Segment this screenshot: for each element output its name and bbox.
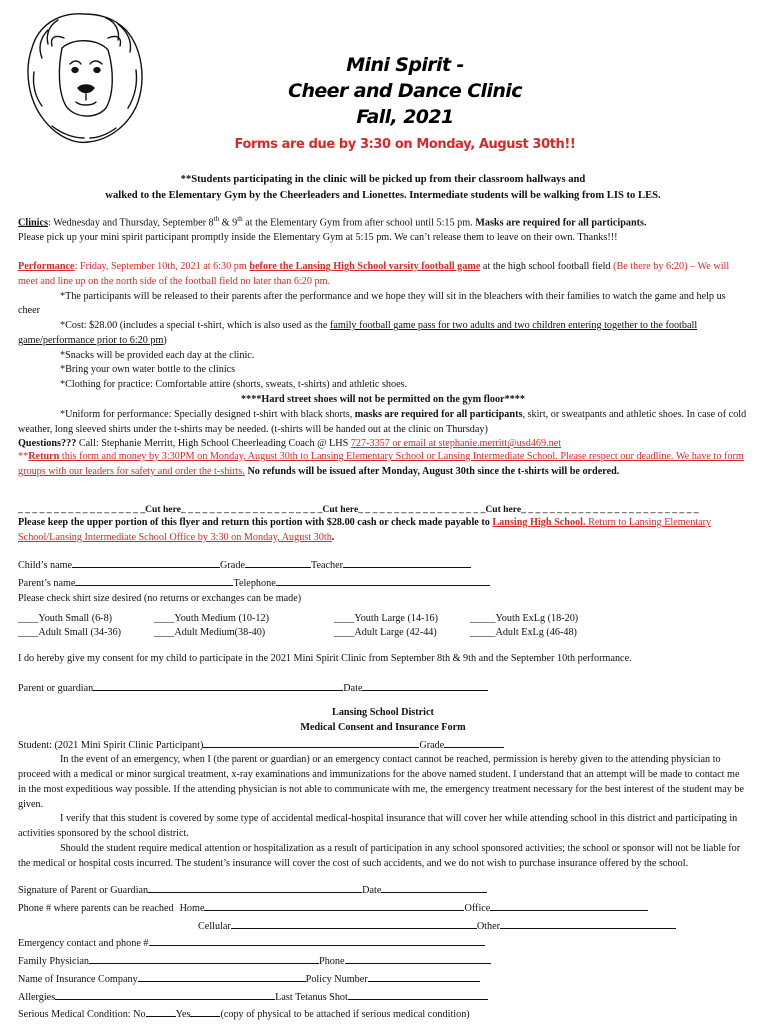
attach-physical-note: (copy of physical to be attached if serious medical condition)	[220, 1009, 470, 1021]
hard-shoes-note: ****Hard street shoes will not be permitted on the gym floor****	[241, 394, 525, 406]
policy-number-field[interactable]	[368, 970, 480, 982]
return-word: Return	[28, 451, 60, 462]
home-phone-field[interactable]	[204, 899, 464, 911]
consent-section	[18, 652, 748, 697]
due-date-notice: Forms are due by 3:30 on Monday, August 30th!!	[234, 137, 576, 152]
home-label: Home	[179, 902, 205, 914]
physician-label: Family Physician	[18, 956, 90, 968]
insurance-company-field[interactable]	[138, 970, 306, 982]
signature-field[interactable]	[148, 881, 362, 893]
grade-label: Grade	[220, 560, 245, 571]
size-adult-exlg[interactable]: _____Adult ExLg (46-48)	[470, 627, 577, 638]
water-note: *Bring your own water bottle to the clinics	[60, 364, 236, 376]
allergies-label: Allergies	[18, 991, 56, 1003]
deadline: 3:30 on Monday, August 30th	[210, 531, 332, 543]
emergency-contact-label: Emergency contact and phone #	[18, 938, 149, 950]
serious-no-field[interactable]	[146, 1005, 176, 1017]
office-phone-field[interactable]	[490, 899, 648, 911]
tetanus-label: Last Tetanus Shot	[275, 991, 348, 1003]
size-adult-medium[interactable]: ____Adult Medium(38-40)	[154, 627, 266, 638]
child-name-label: Child’s name	[18, 560, 73, 571]
performance-date: : Friday, September 10th, 2021 at 6:30 pm	[74, 261, 250, 272]
grade-field[interactable]	[245, 556, 311, 568]
consent-date-field[interactable]	[362, 679, 488, 691]
other-phone-field[interactable]	[500, 917, 676, 929]
tetanus-field[interactable]	[348, 988, 488, 1000]
size-adult-large[interactable]: ____Adult Large (42-44)	[334, 627, 437, 638]
medical-date-field[interactable]	[381, 881, 487, 893]
parent-name-label: Parent’s name	[18, 577, 76, 589]
telephone-field[interactable]	[276, 574, 490, 586]
clothing-note: *Clothing for practice: Comfortable attire (shorts, sweats, t-shirts) and athletic shoes.	[60, 379, 408, 391]
parent-name-field[interactable]	[75, 574, 233, 586]
shirt-size-instruction: Please check shirt size desired (no returns or exchanges can be made)	[18, 592, 302, 604]
clinics-pickup: Please pick up your mini spirit participant promptly inside the Elementary Gym at 5:15 pm. We can’t release them to leave on their own. Thanks!!!	[18, 232, 618, 244]
performance-meet-time: (Be there by 6:20) – We will meet and line up on the north side of the football field no later than 6:20 pm.	[18, 261, 730, 287]
uniform-masks: masks are required for all participants	[354, 408, 523, 420]
performance-release: *The participants will be released to their parents after the performance and we hope they will sit in the bleachers with their families to watch the game and help us cheer	[18, 290, 726, 317]
insurance-company-label: Name of Insurance Company	[18, 973, 138, 985]
keep-end: .	[331, 531, 335, 543]
cost-game-pass: family football game pass for two adults and two children entering together to the football game/performance prior to 6:20 pm	[18, 320, 698, 346]
office-label: Office	[464, 902, 491, 914]
emergency-paragraph: In the event of an emergency, when I (the parent or guardian) or an emergency contact cannot be reached, permission is hereby given to the attending physician to proceed with a medical or minor surgical treatment, x-ray examinations and immunizations for the above named student. I understand that an attempt will be made to contact me in the most expeditious way possible. If the attending physician is not able to communicate with me, the emergency treatment necessary for the best interest of the student may be given.	[18, 754, 745, 810]
medical-date-label: Date	[362, 885, 382, 896]
child-name-field[interactable]	[72, 556, 220, 568]
emergency-contact-field[interactable]	[149, 934, 485, 946]
medical-grade-label: Grade	[419, 739, 445, 751]
pickup-notice-line1: **Students participating in the clinic will be picked up from their classroom hallways and	[180, 174, 586, 185]
return-notice	[18, 450, 748, 480]
size-adult-small[interactable]: ____Adult Small (34-36)	[18, 627, 121, 638]
sup-th: th	[213, 215, 220, 223]
serious-condition-label: Serious Medical Condition: No	[18, 1009, 146, 1021]
uniform-text: , skirt, or sweatpants and athletic shoes. In case of cold weather, long sleeved shirts under the t-shirts may be needed. (t-shirts will be handed out at the clinic on Thursday)	[18, 408, 747, 435]
clinics-text: : Wednesday and Thursday, September 8	[48, 217, 214, 229]
pickup-notice	[18, 172, 748, 204]
teacher-label: Teacher	[310, 560, 344, 571]
masks-required: Masks are required for all participants.	[475, 217, 647, 229]
clinics-text: & 9	[219, 217, 238, 229]
flyer-header	[180, 52, 630, 155]
serious-yes-label: Yes	[175, 1009, 191, 1021]
cost-text: *Cost: $28.00 (includes a special t-shirt, which is also used as the	[60, 320, 330, 332]
return-text: this form and money by 3:30PM on Monday, August 30th to Lansing Elementary School or Lansing Intermediate School.	[59, 451, 558, 462]
liability-paragraph: Should the student require medical attention or hospitalization as a result of participation in any school sponsored activities; the school or sponsor will not be liable for the medical or hospital costs incurred. The student’s insurance will cover the cost of such accidents, and we do not wish to purchase insurance offered by the school.	[18, 843, 741, 869]
other-label: Other	[476, 920, 501, 932]
pickup-notice-line2: walked to the Elementary Gym by the Cheerleaders and Lionettes. Intermediate students will be walking from LIS to LES.	[105, 190, 661, 201]
return-star: **	[18, 451, 29, 462]
signature-label: Signature of Parent or Guardian	[18, 885, 149, 896]
performance-label: Performance	[18, 261, 75, 272]
questions-label: Questions???	[18, 438, 77, 450]
cellular-label: Cellular	[198, 920, 231, 932]
cut-here-line: _ _ _ _ _ _ _ _ _ _ _ _ _ _ _ _ _ _Cut here_ _ _ _ _ _ _ _ _ _ _ _ _ _ _ _ _ _ _ _Cut here_ _ _ _ _ _ _ _ _ _ _ _ _ _ _ _ _ _Cut here_ _ _ _ _ _ _ _ _ _ _ _ _ _ _ _ _ _ _ _ _ _ _ _ _	[18, 504, 699, 515]
title-line-2: Cheer and Dance Clinic	[288, 80, 522, 102]
snacks-note: *Snacks will be provided each day at the clinic.	[60, 349, 255, 361]
title-line-1: Mini Spirit -	[346, 54, 464, 76]
parent-guardian-field[interactable]	[93, 679, 343, 691]
uniform-text: *Uniform for performance: Specially designed t-shirt with black shorts,	[60, 408, 355, 420]
consent-date-label: Date	[343, 682, 363, 694]
contact-link[interactable]: 727-3357 or email at stephanie.merritt@usd469.net	[350, 438, 562, 450]
policy-number-label: Policy Number	[305, 973, 368, 985]
size-youth-small[interactable]: ____Youth Small (6-8)	[18, 613, 113, 624]
student-field[interactable]	[203, 736, 419, 748]
teacher-field[interactable]	[343, 556, 471, 568]
performance-location: at the high school football field	[480, 261, 614, 272]
questions-text: Call: Stephanie Merritt, High School Cheerleading Coach @ LHS	[76, 438, 351, 450]
serious-yes-field[interactable]	[190, 1005, 220, 1017]
parent-guardian-label: Parent or guardian	[18, 682, 94, 694]
respect-deadline: Please respect our deadline. We have to form groups with our leaders for safety and order the t-shirts.	[18, 451, 744, 477]
physician-field[interactable]	[89, 952, 319, 964]
district-name: Lansing School District	[332, 707, 434, 718]
consent-text: I do hereby give my consent for my child to participate in the 2021 Mini Spirit Clinic from September 8th & 9th and the September 10th performance.	[18, 653, 632, 664]
allergies-field[interactable]	[55, 988, 275, 1000]
medical-grade-field[interactable]	[444, 736, 504, 748]
sup-th: th	[237, 215, 243, 223]
size-youth-large[interactable]: ____Youth Large (14-16)	[334, 613, 439, 624]
title-line-3: Fall, 2021	[356, 106, 454, 128]
medical-consent-section	[18, 706, 748, 872]
payee: Lansing High School.	[492, 517, 586, 528]
telephone-label: Telephone	[233, 577, 276, 589]
lion-mascot-logo	[18, 8, 150, 148]
phone-label: Phone # where parents can be reached	[18, 902, 174, 914]
registration-form	[18, 556, 748, 606]
performance-before-game: before the Lansing High School varsity football game	[249, 261, 481, 272]
medical-fields	[18, 881, 748, 1023]
clinics-section	[18, 214, 748, 246]
physician-phone-field[interactable]	[345, 952, 491, 964]
physician-phone-label: Phone	[319, 956, 345, 968]
insurance-paragraph: I verify that this student is covered by some type of accidental medical-hospital insurance that will cover her while attending school in this district and participating in activities sponsored by the school district.	[18, 813, 738, 840]
return-office: Return to Lansing Elementary School/Lansing Intermediate School Office by	[18, 517, 712, 543]
size-youth-medium[interactable]: ____Youth Medium (10-12)	[154, 613, 269, 624]
medical-form-title: Medical Consent and Insurance Form	[300, 721, 466, 733]
clinics-text: at the Elementary Gym from after school until 5:15 pm.	[242, 217, 476, 229]
performance-section	[18, 260, 748, 452]
keep-text: Please keep the upper portion of this flyer and return this portion with $28.00 cash or check made payable to	[18, 517, 493, 528]
cost-text: )	[163, 334, 167, 346]
size-youth-exlg[interactable]: _____Youth ExLg (18-20)	[470, 613, 579, 624]
keep-instructions	[18, 516, 748, 546]
clinics-label: Clinics	[18, 217, 49, 229]
cellular-phone-field[interactable]	[231, 917, 477, 929]
no-refunds: No refunds will be issued after Monday, August 30th since the t-shirts will be ordered.	[244, 465, 620, 477]
student-label: Student: (2021 Mini Spirit Clinic Participant)	[18, 739, 204, 751]
